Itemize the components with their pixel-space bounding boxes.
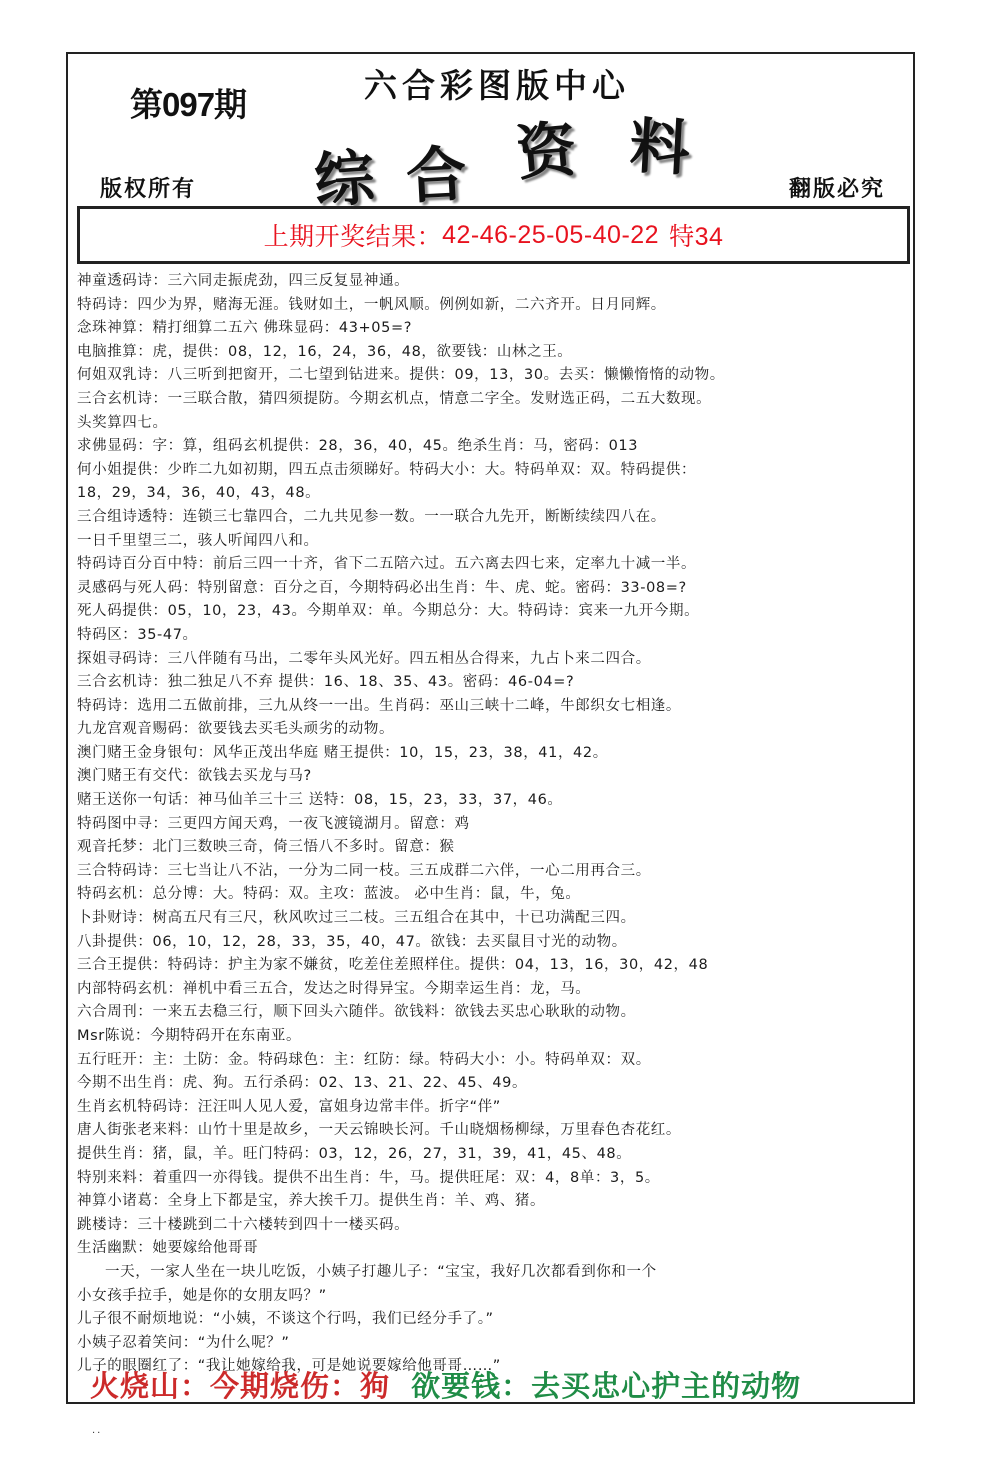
- banner-green-text: 欲要钱：去买忠心护主的动物: [411, 1369, 802, 1403]
- text-line: 观音托梦：北门三数映三奇，倚三悟八不多时。留意：猴: [77, 839, 455, 856]
- text-line: 三合组诗透特：连锁三七靠四合，二九共见参一数。一一联合九先开，断断续续四八在。: [77, 508, 666, 525]
- story-line: 小女孩手拉手，她是你的女朋友吗？”: [77, 1287, 327, 1304]
- text-line: 三合特码诗：三七当让八不沾，一分为二同一枝。三五成群二六伴，一心二用再合三。: [77, 862, 651, 879]
- text-line: 神童透码诗：三六同走振虎劲，四三反复显神通。: [77, 273, 410, 289]
- result-special: 特34: [669, 223, 724, 251]
- text-line: 特码玄机：总分博：大。特码：双。主攻：蓝波。 必中生肖：鼠，牛，兔。: [77, 886, 581, 903]
- big-title-char-2: 合: [404, 139, 469, 213]
- text-line: 唐人街张老来料：山竹十里是故乡，一天云锦映长河。千山晓烟杨柳绿，万里春色杏花红。: [77, 1122, 681, 1139]
- text-line: 探姐寻码诗：三八伴随有马出，二零年头风光好。四五相丛合得来，九占卜来二四合。: [77, 650, 651, 667]
- story-line: 小姨子忍着笑问：“为什么呢？”: [77, 1334, 290, 1351]
- text-line: 卜卦财诗：树高五尺有三尺，秋风吹过三二枝。三五组合在其中，十已功满配三四。: [77, 910, 636, 927]
- text-line: 生肖玄机特码诗：汪汪叫人见人爱，富姐身边常丰伴。折字“伴”: [77, 1098, 501, 1115]
- text-line: 灵感码与死人码：特别留意：百分之百，今期特码必出生肖：牛、虎、蛇。密码：33-08=?: [77, 579, 687, 596]
- text-line: 特码区：35-47。: [77, 626, 198, 643]
- text-line: 求佛显码：字：算，组码玄机提供：28，36，40，45。绝杀生肖：马，密码：013: [77, 438, 639, 455]
- text-line: 念珠神算：精打细算二五六 佛珠显码：43+05=?: [77, 320, 413, 337]
- text-line: 死人码提供：05，10，23，43。今期单双：单。今期总分：大。特码诗：宾来一九开今期。: [77, 603, 700, 620]
- fire-mountain-banner: [90, 1364, 801, 1405]
- banner-red-text: 火烧山：今期烧伤：狗: [90, 1369, 391, 1403]
- text-line: 六合周刊：一来五去稳三行，顺下回头六随伴。欲钱料：欲钱去买忠心耿耿的动物。: [77, 1004, 636, 1021]
- story-line: 儿子的眼圈红了：“我让她嫁给我，可是她说要嫁给他哥哥……”: [77, 1358, 501, 1375]
- big-title-char-3: 资: [513, 114, 580, 190]
- footer-mark: ··: [92, 1428, 103, 1439]
- issue-number: 第097期: [130, 86, 247, 123]
- text-line: 三合玄机诗：一三联合散，猜四须提防。今期玄机点，情意二字全。发财选正码，二五大数现。: [77, 390, 712, 407]
- text-line: 一日千里望三二，骇人听闻四八和。: [77, 532, 319, 549]
- text-line: 何姐双乳诗：八三听到把窗开，二七望到钻进来。提供：09，13，30。去买：懒懒惰惰的动物。: [77, 367, 725, 384]
- content-body: [77, 270, 912, 1379]
- text-line: 三合王提供：特码诗：护主为家不嫌贫，吃差住差照样住。提供：04，13，16，30，42，48: [77, 957, 709, 974]
- last-result-box: [77, 206, 910, 264]
- center-title: 六合彩图版中心: [364, 66, 630, 105]
- story-line: 儿子很不耐烦地说：“小姨，不谈这个行吗，我们已经分手了。”: [77, 1311, 494, 1328]
- text-line: 澳门赌王有交代：欲钱去买龙与马?: [77, 768, 312, 785]
- copyright-slogan: 版权所有: [100, 176, 197, 202]
- text-line: 18，29，34，36，40，43，48。: [77, 485, 321, 502]
- humor-title: 生活幽默：她要嫁给他哥哥: [77, 1240, 259, 1257]
- big-title-char-4: 料: [627, 111, 692, 185]
- text-line: 五行旺开：主：土防：金。特码球色：主：红防：绿。特码大小：小。特码单双：双。: [77, 1051, 651, 1068]
- piracy-slogan: 翻版必究: [788, 176, 885, 202]
- text-line: 赌王送你一句话：神马仙羊三十三 送特：08，15，23，33，37，46。: [77, 792, 563, 809]
- text-line: 特码诗：四少为界，赌海无涯。钱财如土，一帆风顺。例例如新，二六齐开。日月同辉。: [77, 296, 666, 313]
- story-line: 一天，一家人坐在一块儿吃饭，小姨子打趣儿子：“宝宝，我好几次都看到你和一个: [105, 1263, 657, 1280]
- result-label: 上期开奖结果：: [263, 223, 443, 251]
- text-line: 提供生肖：猪，鼠，羊。旺门特码：03，12，26，27，31，39，41，45、48。: [77, 1145, 632, 1162]
- text-line: 三合玄机诗：独二独足八不弃 提供：16、18、35、43。密码：46-04=?: [77, 674, 575, 691]
- text-line: 特码诗：选用二五做前排，三九从终一一出。生肖码：巫山三峡十二峰，牛郎织女七相逢。: [77, 697, 681, 714]
- document-sheet: [66, 52, 915, 1404]
- text-line: 内部特码玄机：禅机中看三五合，发达之时得异宝。今期幸运生肖：龙，马。: [77, 980, 591, 997]
- text-line: 跳楼诗：三十楼跳到二十六楼转到四十一楼买码。: [77, 1216, 410, 1233]
- text-line: 特码图中寻：三更四方闻天鸡，一夜飞渡镜湖月。留意：鸡: [77, 815, 470, 832]
- text-line: 今期不出生肖：虎、狗。五行杀码：02、13、21、22、45、49。: [77, 1075, 528, 1092]
- text-line: 何小姐提供：少昨二九如初期，四五点击须睇好。特码大小：大。特码单双：双。特码提供：: [77, 461, 697, 478]
- text-line: 九龙宫观音赐码：欲要钱去买毛头顽劣的动物。: [77, 721, 395, 738]
- text-line: 电脑推算：虎，提供：08，12，16，24，36，48，欲要钱：山林之王。: [77, 343, 573, 360]
- text-line: Msr陈说：今期特码开在东南亚。: [77, 1028, 302, 1044]
- text-line: 特别来料：着重四一亦得钱。提供不出生肖：牛，马。提供旺尾：双：4，8单：3，5。: [77, 1169, 660, 1186]
- big-title-char-1: 综: [311, 142, 377, 217]
- text-line: 特码诗百分百中特：前后三四一十齐，省下二五陪六过。五六离去四七来，定率九十减一半。: [77, 556, 697, 573]
- text-line: 八卦提供：06，10，12，28，33，35，40，47。欲钱：去买鼠目寸光的动物。: [77, 933, 627, 950]
- result-numbers: 42-46-25-05-40-22: [442, 220, 660, 249]
- text-line: 澳门赌王金身银句：风华正茂出华庭 赌王提供：10，15，23，38，41，42。: [77, 744, 608, 761]
- text-line: 头奖算四七。: [77, 414, 168, 431]
- text-line: 神算小诸葛：全身上下都是宝，养大挨千刀。提供生肖：羊、鸡、猪。: [77, 1193, 546, 1210]
